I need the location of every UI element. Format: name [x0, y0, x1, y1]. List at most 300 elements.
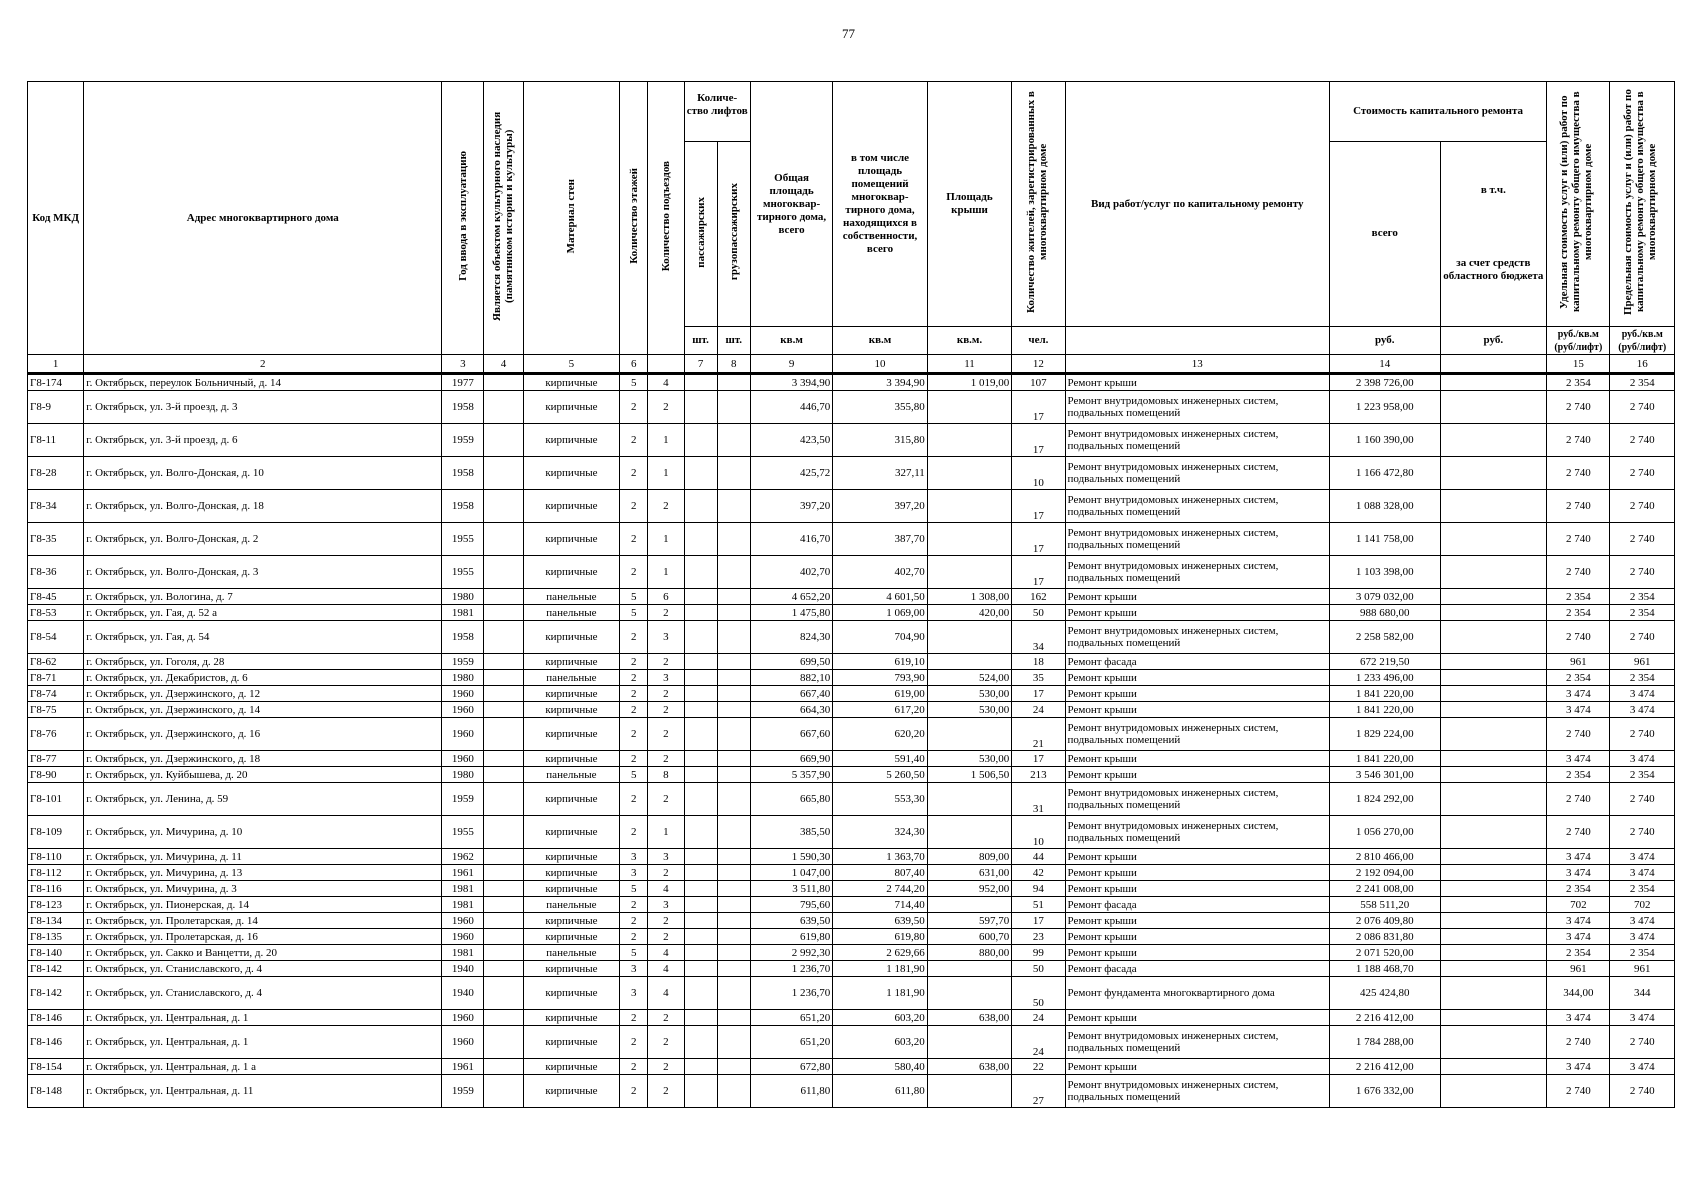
- cell-cost-regional: [1440, 849, 1547, 865]
- cell-wall-material: панельные: [523, 670, 620, 686]
- cell-max-cost: 961: [1610, 654, 1675, 670]
- cell-residents: 44: [1012, 849, 1065, 865]
- cell-area-total: 665,80: [750, 783, 832, 816]
- unit-residents: чел.: [1012, 327, 1065, 355]
- cell-year: 1940: [442, 977, 484, 1010]
- page-number: 77: [842, 26, 855, 41]
- cell-cost-regional: [1440, 391, 1547, 424]
- cell-area-total: 425,72: [750, 457, 832, 490]
- cell-year: 1977: [442, 374, 484, 391]
- cell-area-owned: 315,80: [833, 424, 928, 457]
- cell-code: Г8-142: [28, 977, 84, 1010]
- cell-code: Г8-34: [28, 490, 84, 523]
- cell-roof-area: [927, 391, 1011, 424]
- cell-floors: 5: [620, 605, 648, 621]
- column-number: 6: [620, 355, 648, 374]
- cell-year: 1955: [442, 523, 484, 556]
- cell-heritage: [484, 977, 523, 1010]
- cell-max-cost: 2 354: [1610, 670, 1675, 686]
- cell-wall-material: кирпичные: [523, 490, 620, 523]
- cell-year: 1960: [442, 702, 484, 718]
- cell-max-cost: 2 740: [1610, 490, 1675, 523]
- cell-lifts-cargo: [717, 1059, 750, 1075]
- cell-area-owned: 1 181,90: [833, 977, 928, 1010]
- cell-code: Г8-148: [28, 1075, 84, 1108]
- cell-residents: 107: [1012, 374, 1065, 391]
- cell-cost-regional: [1440, 374, 1547, 391]
- cell-entrances: 8: [648, 767, 684, 783]
- cell-cost-total: 1 841 220,00: [1329, 702, 1440, 718]
- header-wall-material: Материал стен: [523, 82, 620, 355]
- cell-cost-regional: [1440, 961, 1547, 977]
- cell-wall-material: кирпичные: [523, 621, 620, 654]
- cell-floors: 2: [620, 1075, 648, 1108]
- cell-entrances: 3: [648, 621, 684, 654]
- cell-year: 1960: [442, 718, 484, 751]
- unit-unit-cost: руб./кв.м (руб/лифт): [1547, 327, 1610, 355]
- cell-cost-total: 1 233 496,00: [1329, 670, 1440, 686]
- cell-work-type: Ремонт внутридомовых инженерных систем, подвальных помещений: [1065, 718, 1329, 751]
- cell-cost-regional: [1440, 977, 1547, 1010]
- cell-lifts-passenger: [684, 945, 717, 961]
- cell-heritage: [484, 523, 523, 556]
- cell-wall-material: кирпичные: [523, 1059, 620, 1075]
- cell-cost-regional: [1440, 718, 1547, 751]
- cell-entrances: 4: [648, 961, 684, 977]
- table-row: [28, 1075, 1675, 1108]
- cell-lifts-cargo: [717, 621, 750, 654]
- cell-address: г. Октябрьск, ул. Дзержинского, д. 12: [84, 686, 442, 702]
- cell-wall-material: кирпичные: [523, 849, 620, 865]
- cell-lifts-passenger: [684, 374, 717, 391]
- cell-cost-regional: [1440, 523, 1547, 556]
- cell-cost-total: 1 841 220,00: [1329, 686, 1440, 702]
- table-row: [28, 977, 1675, 1010]
- cell-address: г. Октябрьск, ул. Дзержинского, д. 14: [84, 702, 442, 718]
- cell-year: 1959: [442, 1075, 484, 1108]
- column-number: 13: [1065, 355, 1329, 374]
- cell-heritage: [484, 913, 523, 929]
- cell-code: Г8-11: [28, 424, 84, 457]
- cell-wall-material: панельные: [523, 767, 620, 783]
- cell-unit-cost: 3 474: [1547, 865, 1610, 881]
- cell-year: 1981: [442, 605, 484, 621]
- cell-cost-regional: [1440, 816, 1547, 849]
- table-row: [28, 670, 1675, 686]
- cell-residents: 50: [1012, 961, 1065, 977]
- cell-unit-cost: 2 740: [1547, 1026, 1610, 1059]
- column-number: 15: [1547, 355, 1610, 374]
- cell-work-type: Ремонт крыши: [1065, 913, 1329, 929]
- cell-cost-regional: [1440, 783, 1547, 816]
- table-row: [28, 523, 1675, 556]
- table-row: [28, 424, 1675, 457]
- cell-wall-material: панельные: [523, 605, 620, 621]
- table-row: [28, 783, 1675, 816]
- cell-entrances: 2: [648, 391, 684, 424]
- cell-code: Г8-53: [28, 605, 84, 621]
- cell-cost-total: 2 216 412,00: [1329, 1059, 1440, 1075]
- cell-wall-material: панельные: [523, 589, 620, 605]
- cell-wall-material: кирпичные: [523, 783, 620, 816]
- cell-max-cost: 2 354: [1610, 767, 1675, 783]
- cell-roof-area: [927, 490, 1011, 523]
- cell-unit-cost: 2 740: [1547, 523, 1610, 556]
- cell-address: г. Октябрьск, ул. Вологина, д. 7: [84, 589, 442, 605]
- cell-address: г. Октябрьск, ул. 3-й проезд, д. 3: [84, 391, 442, 424]
- cell-heritage: [484, 1026, 523, 1059]
- cell-heritage: [484, 767, 523, 783]
- cell-area-owned: 1 181,90: [833, 961, 928, 977]
- cell-cost-regional: [1440, 490, 1547, 523]
- cell-roof-area: 809,00: [927, 849, 1011, 865]
- column-number: 14: [1329, 355, 1440, 374]
- cell-address: г. Октябрьск, ул. Станиславского, д. 4: [84, 961, 442, 977]
- header-address: Адрес многоквартирного дома: [84, 82, 442, 355]
- cell-address: г. Октябрьск, ул. Ленина, д. 59: [84, 783, 442, 816]
- cell-entrances: 2: [648, 1026, 684, 1059]
- cell-unit-cost: 2 740: [1547, 490, 1610, 523]
- header-residents: Количество жителей, зарегистрированных в многоквартирном доме: [1012, 82, 1065, 327]
- cell-wall-material: панельные: [523, 897, 620, 913]
- cell-entrances: 1: [648, 457, 684, 490]
- cell-roof-area: 530,00: [927, 702, 1011, 718]
- cell-area-owned: 617,20: [833, 702, 928, 718]
- cell-area-total: 882,10: [750, 670, 832, 686]
- cell-area-owned: 580,40: [833, 1059, 928, 1075]
- cell-unit-cost: 3 474: [1547, 1010, 1610, 1026]
- cell-area-owned: 553,30: [833, 783, 928, 816]
- column-number: 11: [927, 355, 1011, 374]
- cell-residents: 21: [1012, 718, 1065, 751]
- cell-area-total: 619,80: [750, 929, 832, 945]
- header-lifts-cargo: грузопассажирских: [717, 141, 750, 326]
- cell-work-type: Ремонт крыши: [1065, 849, 1329, 865]
- table-row: [28, 1059, 1675, 1075]
- table-row: [28, 1026, 1675, 1059]
- header-floors: Количество этажей: [620, 82, 648, 355]
- cell-lifts-passenger: [684, 1059, 717, 1075]
- cell-address: г. Октябрьск, переулок Больничный, д. 14: [84, 374, 442, 391]
- cell-residents: 162: [1012, 589, 1065, 605]
- cell-code: Г8-75: [28, 702, 84, 718]
- cell-roof-area: 530,00: [927, 686, 1011, 702]
- cell-entrances: 1: [648, 523, 684, 556]
- cell-residents: 24: [1012, 1026, 1065, 1059]
- cell-wall-material: кирпичные: [523, 1010, 620, 1026]
- cell-lifts-cargo: [717, 718, 750, 751]
- cell-cost-regional: [1440, 654, 1547, 670]
- cell-floors: 2: [620, 816, 648, 849]
- cell-code: Г8-112: [28, 865, 84, 881]
- header-work-type: Вид работ/услуг по капитальному ремонту: [1065, 82, 1329, 327]
- cell-area-total: 416,70: [750, 523, 832, 556]
- table-row: [28, 457, 1675, 490]
- cell-residents: 10: [1012, 816, 1065, 849]
- cell-entrances: 3: [648, 670, 684, 686]
- cell-wall-material: кирпичные: [523, 718, 620, 751]
- cell-residents: 51: [1012, 897, 1065, 913]
- cell-cost-total: 2 241 008,00: [1329, 881, 1440, 897]
- cell-area-total: 699,50: [750, 654, 832, 670]
- cell-heritage: [484, 881, 523, 897]
- cell-entrances: 2: [648, 1010, 684, 1026]
- table-row: [28, 961, 1675, 977]
- cell-cost-total: 2 810 466,00: [1329, 849, 1440, 865]
- column-number: [648, 355, 684, 374]
- cell-heritage: [484, 670, 523, 686]
- cell-unit-cost: 2 354: [1547, 589, 1610, 605]
- cell-work-type: Ремонт крыши: [1065, 374, 1329, 391]
- table-row: [28, 556, 1675, 589]
- cell-floors: 2: [620, 897, 648, 913]
- cell-roof-area: 597,70: [927, 913, 1011, 929]
- cell-residents: 17: [1012, 556, 1065, 589]
- cell-heritage: [484, 457, 523, 490]
- header-area-owned: в том числе площадь помещений многоквар-тирного дома, находящихся в собственности, всего: [833, 82, 928, 327]
- cell-residents: 50: [1012, 977, 1065, 1010]
- table-row: [28, 374, 1675, 391]
- cell-area-owned: 327,11: [833, 457, 928, 490]
- cell-lifts-cargo: [717, 767, 750, 783]
- cell-max-cost: 3 474: [1610, 702, 1675, 718]
- cell-unit-cost: 2 740: [1547, 621, 1610, 654]
- cell-max-cost: 2 740: [1610, 718, 1675, 751]
- cell-max-cost: 3 474: [1610, 865, 1675, 881]
- cell-floors: 3: [620, 961, 648, 977]
- cell-year: 1980: [442, 767, 484, 783]
- cell-area-total: 3 394,90: [750, 374, 832, 391]
- cell-lifts-passenger: [684, 556, 717, 589]
- cell-heritage: [484, 865, 523, 881]
- cell-max-cost: 2 740: [1610, 1075, 1675, 1108]
- cell-year: 1959: [442, 424, 484, 457]
- cell-wall-material: кирпичные: [523, 686, 620, 702]
- cell-unit-cost: 2 354: [1547, 374, 1610, 391]
- cell-wall-material: кирпичные: [523, 556, 620, 589]
- cell-lifts-cargo: [717, 929, 750, 945]
- table-row: [28, 945, 1675, 961]
- cell-code: Г8-45: [28, 589, 84, 605]
- cell-entrances: 2: [648, 605, 684, 621]
- header-unit-cost: Удельная стоимость услуг и (или) работ по капитальному ремонту общего имущества в многоквартирном доме: [1547, 82, 1610, 327]
- cell-area-owned: 591,40: [833, 751, 928, 767]
- cell-wall-material: кирпичные: [523, 391, 620, 424]
- cell-cost-total: 1 103 398,00: [1329, 556, 1440, 589]
- cell-max-cost: 2 740: [1610, 391, 1675, 424]
- cell-residents: 17: [1012, 913, 1065, 929]
- cell-area-total: 2 992,30: [750, 945, 832, 961]
- cell-year: 1958: [442, 457, 484, 490]
- cell-residents: 24: [1012, 1010, 1065, 1026]
- cell-unit-cost: 3 474: [1547, 849, 1610, 865]
- cell-wall-material: кирпичные: [523, 424, 620, 457]
- cell-heritage: [484, 961, 523, 977]
- cell-lifts-passenger: [684, 849, 717, 865]
- cell-year: 1958: [442, 391, 484, 424]
- cell-lifts-passenger: [684, 881, 717, 897]
- cell-cost-regional: [1440, 913, 1547, 929]
- cell-lifts-cargo: [717, 670, 750, 686]
- cell-lifts-cargo: [717, 816, 750, 849]
- cell-max-cost: 3 474: [1610, 913, 1675, 929]
- cell-code: Г8-146: [28, 1026, 84, 1059]
- cell-work-type: Ремонт внутридомовых инженерных систем, подвальных помещений: [1065, 1075, 1329, 1108]
- cell-floors: 2: [620, 751, 648, 767]
- cell-entrances: 1: [648, 556, 684, 589]
- cell-lifts-cargo: [717, 702, 750, 718]
- table-row: [28, 881, 1675, 897]
- cell-max-cost: 2 354: [1610, 374, 1675, 391]
- cell-address: г. Октябрьск, ул. Мичурина, д. 13: [84, 865, 442, 881]
- cell-cost-regional: [1440, 1010, 1547, 1026]
- cell-max-cost: 3 474: [1610, 929, 1675, 945]
- cell-max-cost: 3 474: [1610, 849, 1675, 865]
- cell-unit-cost: 2 740: [1547, 391, 1610, 424]
- cell-work-type: Ремонт крыши: [1065, 881, 1329, 897]
- cell-cost-total: 1 088 328,00: [1329, 490, 1440, 523]
- cell-entrances: 2: [648, 702, 684, 718]
- cell-work-type: Ремонт фасада: [1065, 654, 1329, 670]
- cell-lifts-passenger: [684, 457, 717, 490]
- cell-area-total: 639,50: [750, 913, 832, 929]
- cell-lifts-cargo: [717, 589, 750, 605]
- cell-roof-area: [927, 654, 1011, 670]
- cell-heritage: [484, 783, 523, 816]
- column-number: 3: [442, 355, 484, 374]
- cell-lifts-cargo: [717, 897, 750, 913]
- cell-wall-material: кирпичные: [523, 1026, 620, 1059]
- cell-address: г. Октябрьск, ул. Центральная, д. 1: [84, 1026, 442, 1059]
- unit-work: [1065, 327, 1329, 355]
- cell-heritage: [484, 424, 523, 457]
- table-row: [28, 605, 1675, 621]
- cell-max-cost: 2 740: [1610, 556, 1675, 589]
- cell-year: 1980: [442, 670, 484, 686]
- cell-code: Г8-76: [28, 718, 84, 751]
- cell-floors: 5: [620, 767, 648, 783]
- cell-cost-total: 1 676 332,00: [1329, 1075, 1440, 1108]
- cell-work-type: Ремонт крыши: [1065, 702, 1329, 718]
- cell-year: 1955: [442, 556, 484, 589]
- cell-address: г. Октябрьск, ул. Дзержинского, д. 18: [84, 751, 442, 767]
- cell-address: г. Октябрьск, ул. Гая, д. 52 а: [84, 605, 442, 621]
- cell-lifts-cargo: [717, 490, 750, 523]
- column-number: 12: [1012, 355, 1065, 374]
- cell-roof-area: 1 506,50: [927, 767, 1011, 783]
- cell-area-total: 397,20: [750, 490, 832, 523]
- cell-cost-regional: [1440, 929, 1547, 945]
- cell-wall-material: кирпичные: [523, 929, 620, 945]
- cell-entrances: 4: [648, 374, 684, 391]
- cell-cost-total: 3 546 301,00: [1329, 767, 1440, 783]
- cell-lifts-cargo: [717, 1075, 750, 1108]
- cell-heritage: [484, 654, 523, 670]
- cell-cost-regional: [1440, 1059, 1547, 1075]
- cell-cost-total: 2 086 831,80: [1329, 929, 1440, 945]
- cell-lifts-passenger: [684, 816, 717, 849]
- cell-year: 1959: [442, 654, 484, 670]
- unit-max-cost: руб./кв.м (руб/лифт): [1610, 327, 1675, 355]
- column-number: 4: [484, 355, 523, 374]
- cell-address: г. Октябрьск, ул. Волго-Донская, д. 10: [84, 457, 442, 490]
- cell-cost-regional: [1440, 767, 1547, 783]
- cell-area-total: 4 652,20: [750, 589, 832, 605]
- cell-max-cost: 3 474: [1610, 1010, 1675, 1026]
- table-row: [28, 1010, 1675, 1026]
- cell-lifts-passenger: [684, 961, 717, 977]
- cell-floors: 2: [620, 702, 648, 718]
- cell-heritage: [484, 391, 523, 424]
- cell-year: 1960: [442, 751, 484, 767]
- cell-address: г. Октябрьск, ул. Сакко и Ванцетти, д. 20: [84, 945, 442, 961]
- cell-code: Г8-28: [28, 457, 84, 490]
- cell-roof-area: [927, 457, 1011, 490]
- cell-cost-total: 2 071 520,00: [1329, 945, 1440, 961]
- cell-floors: 3: [620, 865, 648, 881]
- cell-area-owned: 619,80: [833, 929, 928, 945]
- cell-code: Г8-134: [28, 913, 84, 929]
- cell-roof-area: 952,00: [927, 881, 1011, 897]
- cell-code: Г8-101: [28, 783, 84, 816]
- cell-unit-cost: 2 740: [1547, 718, 1610, 751]
- cell-area-total: 669,90: [750, 751, 832, 767]
- cell-year: 1955: [442, 816, 484, 849]
- cell-unit-cost: 2 740: [1547, 783, 1610, 816]
- cell-lifts-passenger: [684, 670, 717, 686]
- cell-cost-regional: [1440, 589, 1547, 605]
- cell-code: Г8-71: [28, 670, 84, 686]
- cell-entrances: 4: [648, 977, 684, 1010]
- cell-year: 1981: [442, 945, 484, 961]
- cell-floors: 2: [620, 670, 648, 686]
- cell-roof-area: [927, 1075, 1011, 1108]
- cell-roof-area: 1 308,00: [927, 589, 1011, 605]
- cell-cost-total: 988 680,00: [1329, 605, 1440, 621]
- cell-lifts-passenger: [684, 605, 717, 621]
- cell-heritage: [484, 1059, 523, 1075]
- cell-area-total: 5 357,90: [750, 767, 832, 783]
- cell-work-type: Ремонт крыши: [1065, 686, 1329, 702]
- cell-wall-material: кирпичные: [523, 913, 620, 929]
- cell-lifts-passenger: [684, 686, 717, 702]
- cell-lifts-cargo: [717, 945, 750, 961]
- cell-max-cost: 2 740: [1610, 523, 1675, 556]
- header-area-total: Общая площадь многоквар-тирного дома, всего: [750, 82, 832, 327]
- cell-year: 1981: [442, 881, 484, 897]
- cell-residents: 17: [1012, 686, 1065, 702]
- cell-lifts-passenger: [684, 589, 717, 605]
- cell-area-total: 423,50: [750, 424, 832, 457]
- cell-max-cost: 2 354: [1610, 605, 1675, 621]
- cell-year: 1962: [442, 849, 484, 865]
- cell-entrances: 2: [648, 783, 684, 816]
- cell-entrances: 2: [648, 718, 684, 751]
- cell-residents: 99: [1012, 945, 1065, 961]
- cell-roof-area: 638,00: [927, 1059, 1011, 1075]
- cell-address: г. Октябрьск, ул. 3-й проезд, д. 6: [84, 424, 442, 457]
- table-row: [28, 767, 1675, 783]
- cell-lifts-passenger: [684, 865, 717, 881]
- cell-unit-cost: 2 740: [1547, 816, 1610, 849]
- cell-lifts-passenger: [684, 654, 717, 670]
- cell-unit-cost: 2 740: [1547, 424, 1610, 457]
- table-row: [28, 865, 1675, 881]
- cell-address: г. Октябрьск, ул. Дзержинского, д. 16: [84, 718, 442, 751]
- cell-area-owned: 714,40: [833, 897, 928, 913]
- cell-lifts-passenger: [684, 897, 717, 913]
- cell-residents: 50: [1012, 605, 1065, 621]
